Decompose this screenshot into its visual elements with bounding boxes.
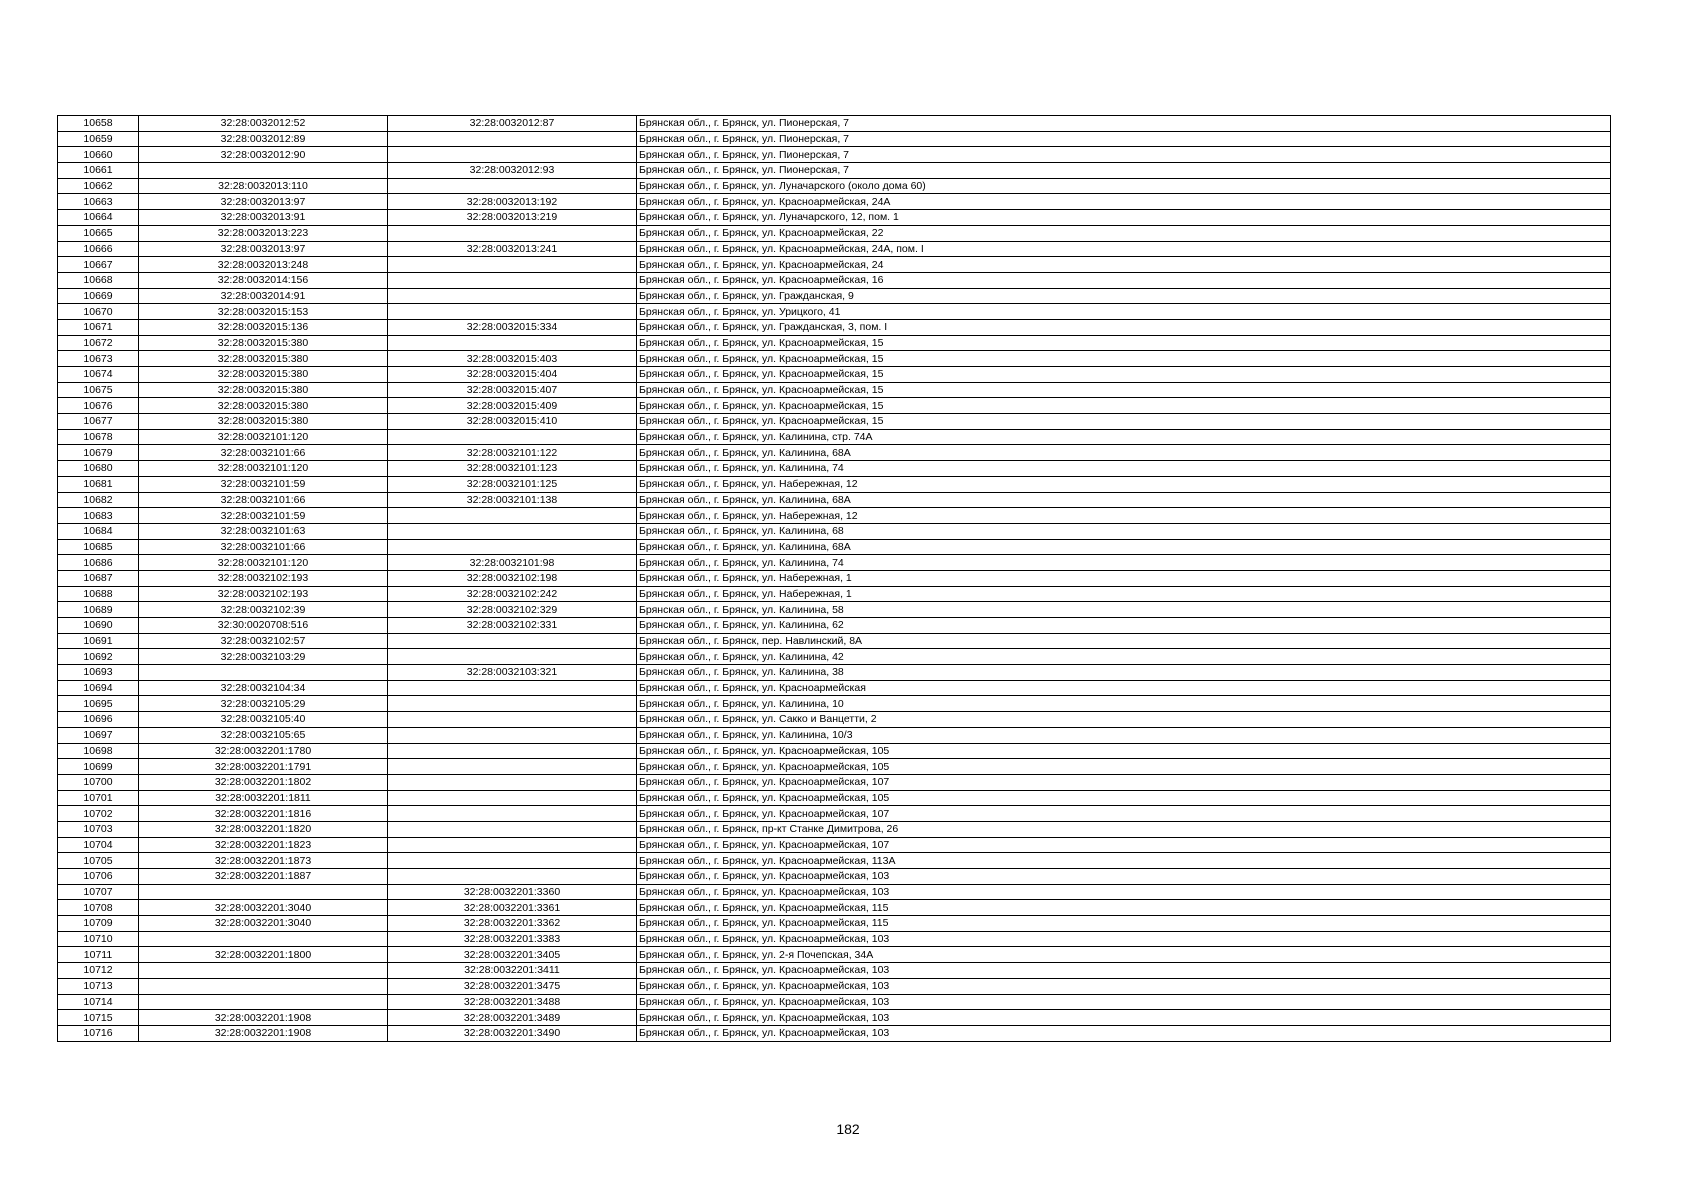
- table-row: [58, 492, 1611, 508]
- row-number-cell: 10668: [58, 272, 139, 288]
- row-number-cell: 10662: [58, 178, 139, 194]
- row-number-cell: 10698: [58, 743, 139, 759]
- table-row: [58, 351, 1611, 367]
- address-cell: Брянская обл., г. Брянск, ул. Калинина, 74: [637, 461, 1611, 477]
- related-cadastral-number-cell: [388, 508, 637, 524]
- address-cell: Брянская обл., г. Брянск, ул. Луначарского, 12, пом. 1: [637, 210, 1611, 226]
- row-number-cell: 10679: [58, 445, 139, 461]
- row-number-cell: 10707: [58, 884, 139, 900]
- row-number-cell: 10699: [58, 759, 139, 775]
- row-number-cell: 10694: [58, 680, 139, 696]
- row-number-cell: 10703: [58, 821, 139, 837]
- cadastral-number-cell: 32:28:0032101:59: [139, 508, 388, 524]
- cadastral-number-cell: 32:28:0032012:90: [139, 147, 388, 163]
- cadastral-number-cell: 32:28:0032013:97: [139, 241, 388, 257]
- address-cell: Брянская обл., г. Брянск, ул. Калинина, 58: [637, 602, 1611, 618]
- related-cadastral-number-cell: [388, 523, 637, 539]
- row-number-cell: 10674: [58, 367, 139, 383]
- address-cell: Брянская обл., г. Брянск, ул. Красноармейская, 105: [637, 743, 1611, 759]
- row-number-cell: 10693: [58, 665, 139, 681]
- cadastral-number-cell: 32:28:0032013:248: [139, 257, 388, 273]
- address-cell: Брянская обл., г. Брянск, ул. Красноармейская, 103: [637, 1010, 1611, 1026]
- table-row: [58, 225, 1611, 241]
- row-number-cell: 10685: [58, 539, 139, 555]
- address-cell: Брянская обл., г. Брянск, ул. Красноармейская, 103: [637, 884, 1611, 900]
- table-row: [58, 241, 1611, 257]
- table-row: [58, 900, 1611, 916]
- cadastral-number-cell: 32:28:0032103:29: [139, 649, 388, 665]
- cadastral-number-cell: 32:28:0032104:34: [139, 680, 388, 696]
- related-cadastral-number-cell: [388, 806, 637, 822]
- address-cell: Брянская обл., г. Брянск, ул. Калинина, 68: [637, 523, 1611, 539]
- table-row: [58, 1010, 1611, 1026]
- related-cadastral-number-cell: 32:28:0032201:3411: [388, 963, 637, 979]
- related-cadastral-number-cell: [388, 131, 637, 147]
- table-row: [58, 131, 1611, 147]
- address-cell: Брянская обл., г. Брянск, ул. Калинина, 38: [637, 665, 1611, 681]
- related-cadastral-number-cell: 32:28:0032013:241: [388, 241, 637, 257]
- related-cadastral-number-cell: [388, 257, 637, 273]
- row-number-cell: 10665: [58, 225, 139, 241]
- table-row: [58, 1025, 1611, 1041]
- related-cadastral-number-cell: [388, 429, 637, 445]
- address-cell: Брянская обл., г. Брянск, ул. Красноармейская, 15: [637, 367, 1611, 383]
- row-number-cell: 10676: [58, 398, 139, 414]
- related-cadastral-number-cell: 32:28:0032101:125: [388, 476, 637, 492]
- cadastral-number-cell: 32:28:0032201:1908: [139, 1025, 388, 1041]
- related-cadastral-number-cell: [388, 288, 637, 304]
- address-cell: Брянская обл., г. Брянск, ул. Калинина, стр. 74А: [637, 429, 1611, 445]
- address-cell: Брянская обл., г. Брянск, ул. Красноармейская, 103: [637, 994, 1611, 1010]
- related-cadastral-number-cell: [388, 774, 637, 790]
- row-number-cell: 10667: [58, 257, 139, 273]
- address-cell: Брянская обл., г. Брянск, ул. Луначарского (около дома 60): [637, 178, 1611, 194]
- table-row: [58, 194, 1611, 210]
- cadastral-number-cell: 32:28:0032012:52: [139, 116, 388, 132]
- table-row: [58, 884, 1611, 900]
- row-number-cell: 10659: [58, 131, 139, 147]
- address-cell: Брянская обл., г. Брянск, ул. Пионерская, 7: [637, 147, 1611, 163]
- table-row: [58, 931, 1611, 947]
- address-cell: Брянская обл., г. Брянск, ул. Калинина, 10/3: [637, 727, 1611, 743]
- related-cadastral-number-cell: 32:28:0032015:407: [388, 382, 637, 398]
- address-cell: Брянская обл., г. Брянск, ул. Калинина, 62: [637, 618, 1611, 634]
- related-cadastral-number-cell: 32:28:0032102:331: [388, 618, 637, 634]
- row-number-cell: 10700: [58, 774, 139, 790]
- address-cell: Брянская обл., г. Брянск, пр-кт Станке Димитрова, 26: [637, 821, 1611, 837]
- table-row: [58, 147, 1611, 163]
- related-cadastral-number-cell: 32:28:0032012:93: [388, 163, 637, 179]
- table-row: [58, 555, 1611, 571]
- table-row: [58, 523, 1611, 539]
- related-cadastral-number-cell: [388, 821, 637, 837]
- related-cadastral-number-cell: [388, 680, 637, 696]
- table-row: [58, 602, 1611, 618]
- address-cell: Брянская обл., г. Брянск, ул. Красноармейская, 107: [637, 774, 1611, 790]
- row-number-cell: 10702: [58, 806, 139, 822]
- row-number-cell: 10704: [58, 837, 139, 853]
- address-cell: Брянская обл., г. Брянск, ул. Набережная, 1: [637, 570, 1611, 586]
- cadastral-number-cell: [139, 994, 388, 1010]
- table-row: [58, 304, 1611, 320]
- address-cell: Брянская обл., г. Брянск, ул. Красноармейская, 24А, пом. I: [637, 241, 1611, 257]
- table-row: [58, 978, 1611, 994]
- cadastral-number-cell: 32:28:0032015:380: [139, 367, 388, 383]
- table-row: [58, 461, 1611, 477]
- table-row: [58, 806, 1611, 822]
- table-row: [58, 947, 1611, 963]
- related-cadastral-number-cell: [388, 869, 637, 885]
- cadastral-number-cell: 32:28:0032201:1791: [139, 759, 388, 775]
- row-number-cell: 10697: [58, 727, 139, 743]
- cadastral-number-cell: 32:28:0032201:1873: [139, 853, 388, 869]
- table-row: [58, 163, 1611, 179]
- related-cadastral-number-cell: 32:28:0032201:3490: [388, 1025, 637, 1041]
- row-number-cell: 10692: [58, 649, 139, 665]
- cadastral-number-cell: 32:28:0032101:59: [139, 476, 388, 492]
- related-cadastral-number-cell: 32:28:0032015:334: [388, 319, 637, 335]
- row-number-cell: 10687: [58, 570, 139, 586]
- address-cell: Брянская обл., г. Брянск, ул. Гражданская, 9: [637, 288, 1611, 304]
- related-cadastral-number-cell: [388, 539, 637, 555]
- table-row: [58, 774, 1611, 790]
- row-number-cell: 10712: [58, 963, 139, 979]
- related-cadastral-number-cell: 32:28:0032201:3360: [388, 884, 637, 900]
- table-row: [58, 994, 1611, 1010]
- row-number-cell: 10673: [58, 351, 139, 367]
- row-number-cell: 10695: [58, 696, 139, 712]
- cadastral-number-cell: [139, 931, 388, 947]
- row-number-cell: 10696: [58, 712, 139, 728]
- cadastral-number-cell: 32:28:0032014:156: [139, 272, 388, 288]
- related-cadastral-number-cell: 32:28:0032101:98: [388, 555, 637, 571]
- row-number-cell: 10682: [58, 492, 139, 508]
- address-cell: Брянская обл., г. Брянск, ул. Красноармейская, 15: [637, 382, 1611, 398]
- related-cadastral-number-cell: [388, 837, 637, 853]
- row-number-cell: 10671: [58, 319, 139, 335]
- address-cell: Брянская обл., г. Брянск, ул. Красноармейская, 15: [637, 398, 1611, 414]
- address-cell: Брянская обл., г. Брянск, ул. Красноармейская, 24А: [637, 194, 1611, 210]
- related-cadastral-number-cell: [388, 790, 637, 806]
- cadastral-number-cell: 32:28:0032105:65: [139, 727, 388, 743]
- cadastral-number-cell: 32:28:0032013:223: [139, 225, 388, 241]
- row-number-cell: 10683: [58, 508, 139, 524]
- address-cell: Брянская обл., г. Брянск, ул. Урицкого, 41: [637, 304, 1611, 320]
- cadastral-number-cell: 32:28:0032013:97: [139, 194, 388, 210]
- row-number-cell: 10669: [58, 288, 139, 304]
- address-cell: Брянская обл., г. Брянск, ул. Набережная, 1: [637, 586, 1611, 602]
- related-cadastral-number-cell: [388, 304, 637, 320]
- row-number-cell: 10689: [58, 602, 139, 618]
- address-cell: Брянская обл., г. Брянск, ул. Калинина, 42: [637, 649, 1611, 665]
- cadastral-number-cell: 32:28:0032012:89: [139, 131, 388, 147]
- row-number-cell: 10677: [58, 414, 139, 430]
- cadastral-number-cell: [139, 665, 388, 681]
- cadastral-number-cell: 32:28:0032014:91: [139, 288, 388, 304]
- cadastral-number-cell: [139, 963, 388, 979]
- table-row: [58, 319, 1611, 335]
- address-cell: Брянская обл., г. Брянск, ул. Пионерская, 7: [637, 163, 1611, 179]
- table-row: [58, 178, 1611, 194]
- table-row: [58, 712, 1611, 728]
- cadastral-number-cell: 32:28:0032102:57: [139, 633, 388, 649]
- table-row: [58, 821, 1611, 837]
- cadastral-number-cell: 32:28:0032201:1802: [139, 774, 388, 790]
- address-cell: Брянская обл., г. Брянск, ул. Сакко и Ванцетти, 2: [637, 712, 1611, 728]
- cadastral-number-cell: 32:28:0032015:380: [139, 414, 388, 430]
- related-cadastral-number-cell: 32:28:0032015:410: [388, 414, 637, 430]
- table-row: [58, 665, 1611, 681]
- address-cell: Брянская обл., г. Брянск, ул. 2-я Почепская, 34А: [637, 947, 1611, 963]
- address-cell: Брянская обл., г. Брянск, пер. Навлинский, 8А: [637, 633, 1611, 649]
- related-cadastral-number-cell: 32:28:0032201:3489: [388, 1010, 637, 1026]
- cadastral-number-cell: 32:28:0032105:29: [139, 696, 388, 712]
- address-cell: Брянская обл., г. Брянск, ул. Калинина, 10: [637, 696, 1611, 712]
- row-number-cell: 10701: [58, 790, 139, 806]
- related-cadastral-number-cell: [388, 335, 637, 351]
- row-number-cell: 10660: [58, 147, 139, 163]
- registry-table-body: [58, 116, 1611, 1042]
- row-number-cell: 10710: [58, 931, 139, 947]
- address-cell: Брянская обл., г. Брянск, ул. Красноармейская, 103: [637, 931, 1611, 947]
- row-number-cell: 10675: [58, 382, 139, 398]
- address-cell: Брянская обл., г. Брянск, ул. Красноармейская, 15: [637, 351, 1611, 367]
- table-row: [58, 476, 1611, 492]
- related-cadastral-number-cell: 32:28:0032013:219: [388, 210, 637, 226]
- table-row: [58, 649, 1611, 665]
- cadastral-number-cell: 32:28:0032015:380: [139, 382, 388, 398]
- related-cadastral-number-cell: [388, 696, 637, 712]
- cadastral-number-cell: 32:28:0032105:40: [139, 712, 388, 728]
- cadastral-number-cell: 32:28:0032201:1820: [139, 821, 388, 837]
- cadastral-number-cell: [139, 978, 388, 994]
- address-cell: Брянская обл., г. Брянск, ул. Красноармейская, 24: [637, 257, 1611, 273]
- cadastral-number-cell: 32:28:0032201:1811: [139, 790, 388, 806]
- address-cell: Брянская обл., г. Брянск, ул. Красноармейская, 103: [637, 978, 1611, 994]
- related-cadastral-number-cell: [388, 649, 637, 665]
- cadastral-number-cell: 32:28:0032102:39: [139, 602, 388, 618]
- table-row: [58, 445, 1611, 461]
- row-number-cell: 10658: [58, 116, 139, 132]
- table-row: [58, 853, 1611, 869]
- address-cell: Брянская обл., г. Брянск, ул. Красноармейская, 107: [637, 837, 1611, 853]
- related-cadastral-number-cell: [388, 853, 637, 869]
- address-cell: Брянская обл., г. Брянск, ул. Красноармейская, 15: [637, 335, 1611, 351]
- cadastral-number-cell: 32:28:0032015:153: [139, 304, 388, 320]
- address-cell: Брянская обл., г. Брянск, ул. Красноармейская, 103: [637, 869, 1611, 885]
- related-cadastral-number-cell: 32:28:0032101:122: [388, 445, 637, 461]
- address-cell: Брянская обл., г. Брянск, ул. Красноармейская, 103: [637, 1025, 1611, 1041]
- table-row: [58, 759, 1611, 775]
- related-cadastral-number-cell: 32:28:0032101:123: [388, 461, 637, 477]
- address-cell: Брянская обл., г. Брянск, ул. Набережная, 12: [637, 476, 1611, 492]
- address-cell: Брянская обл., г. Брянск, ул. Красноармейская, 16: [637, 272, 1611, 288]
- table-row: [58, 367, 1611, 383]
- table-row: [58, 398, 1611, 414]
- address-cell: Брянская обл., г. Брянск, ул. Красноармейская: [637, 680, 1611, 696]
- row-number-cell: 10715: [58, 1010, 139, 1026]
- address-cell: Брянская обл., г. Брянск, ул. Калинина, 68А: [637, 539, 1611, 555]
- row-number-cell: 10708: [58, 900, 139, 916]
- cadastral-number-cell: 32:28:0032201:3040: [139, 916, 388, 932]
- table-row: [58, 633, 1611, 649]
- table-row: [58, 680, 1611, 696]
- cadastral-number-cell: 32:28:0032015:380: [139, 351, 388, 367]
- address-cell: Брянская обл., г. Брянск, ул. Красноармейская, 115: [637, 916, 1611, 932]
- related-cadastral-number-cell: 32:28:0032102:329: [388, 602, 637, 618]
- address-cell: Брянская обл., г. Брянск, ул. Калинина, 68А: [637, 445, 1611, 461]
- table-row: [58, 916, 1611, 932]
- table-row: [58, 272, 1611, 288]
- related-cadastral-number-cell: [388, 178, 637, 194]
- related-cadastral-number-cell: 32:28:0032101:138: [388, 492, 637, 508]
- address-cell: Брянская обл., г. Брянск, ул. Калинина, 74: [637, 555, 1611, 571]
- related-cadastral-number-cell: 32:28:0032201:3405: [388, 947, 637, 963]
- table-row: [58, 696, 1611, 712]
- row-number-cell: 10680: [58, 461, 139, 477]
- table-row: [58, 727, 1611, 743]
- cadastral-number-cell: 32:28:0032201:1800: [139, 947, 388, 963]
- cadastral-number-cell: 32:28:0032015:380: [139, 335, 388, 351]
- table-row: [58, 210, 1611, 226]
- address-cell: Брянская обл., г. Брянск, ул. Красноармейская, 107: [637, 806, 1611, 822]
- cadastral-number-cell: 32:28:0032101:66: [139, 445, 388, 461]
- table-row: [58, 257, 1611, 273]
- related-cadastral-number-cell: [388, 272, 637, 288]
- cadastral-number-cell: 32:28:0032013:91: [139, 210, 388, 226]
- cadastral-number-cell: 32:28:0032015:136: [139, 319, 388, 335]
- cadastral-number-cell: 32:28:0032101:66: [139, 492, 388, 508]
- row-number-cell: 10663: [58, 194, 139, 210]
- page-number: 182: [836, 1121, 860, 1137]
- table-row: [58, 539, 1611, 555]
- address-cell: Брянская обл., г. Брянск, ул. Пионерская, 7: [637, 116, 1611, 132]
- row-number-cell: 10681: [58, 476, 139, 492]
- cadastral-number-cell: 32:28:0032101:66: [139, 539, 388, 555]
- related-cadastral-number-cell: [388, 712, 637, 728]
- related-cadastral-number-cell: [388, 743, 637, 759]
- address-cell: Брянская обл., г. Брянск, ул. Гражданская, 3, пом. I: [637, 319, 1611, 335]
- row-number-cell: 10686: [58, 555, 139, 571]
- row-number-cell: 10713: [58, 978, 139, 994]
- related-cadastral-number-cell: 32:28:0032103:321: [388, 665, 637, 681]
- address-cell: Брянская обл., г. Брянск, ул. Красноармейская, 105: [637, 759, 1611, 775]
- row-number-cell: 10691: [58, 633, 139, 649]
- address-cell: Брянская обл., г. Брянск, ул. Пионерская, 7: [637, 131, 1611, 147]
- cadastral-number-cell: 32:28:0032101:63: [139, 523, 388, 539]
- row-number-cell: 10706: [58, 869, 139, 885]
- address-cell: Брянская обл., г. Брянск, ул. Красноармейская, 113А: [637, 853, 1611, 869]
- related-cadastral-number-cell: 32:28:0032201:3383: [388, 931, 637, 947]
- row-number-cell: 10678: [58, 429, 139, 445]
- table-row: [58, 116, 1611, 132]
- cadastral-number-cell: 32:30:0020708:516: [139, 618, 388, 634]
- related-cadastral-number-cell: 32:28:0032201:3488: [388, 994, 637, 1010]
- row-number-cell: 10670: [58, 304, 139, 320]
- row-number-cell: 10688: [58, 586, 139, 602]
- related-cadastral-number-cell: 32:28:0032015:403: [388, 351, 637, 367]
- row-number-cell: 10716: [58, 1025, 139, 1041]
- related-cadastral-number-cell: 32:28:0032201:3361: [388, 900, 637, 916]
- table-row: [58, 869, 1611, 885]
- related-cadastral-number-cell: 32:28:0032015:409: [388, 398, 637, 414]
- cadastral-number-cell: 32:28:0032015:380: [139, 398, 388, 414]
- cadastral-number-cell: 32:28:0032201:1780: [139, 743, 388, 759]
- row-number-cell: 10661: [58, 163, 139, 179]
- cadastral-number-cell: 32:28:0032101:120: [139, 555, 388, 571]
- address-cell: Брянская обл., г. Брянск, ул. Набережная, 12: [637, 508, 1611, 524]
- related-cadastral-number-cell: 32:28:0032201:3362: [388, 916, 637, 932]
- address-cell: Брянская обл., г. Брянск, ул. Красноармейская, 105: [637, 790, 1611, 806]
- cadastral-number-cell: [139, 163, 388, 179]
- related-cadastral-number-cell: 32:28:0032013:192: [388, 194, 637, 210]
- address-cell: Брянская обл., г. Брянск, ул. Красноармейская, 115: [637, 900, 1611, 916]
- table-row: [58, 288, 1611, 304]
- address-cell: Брянская обл., г. Брянск, ул. Красноармейская, 15: [637, 414, 1611, 430]
- related-cadastral-number-cell: [388, 633, 637, 649]
- row-number-cell: 10690: [58, 618, 139, 634]
- cadastral-number-cell: 32:28:0032201:3040: [139, 900, 388, 916]
- table-row: [58, 743, 1611, 759]
- related-cadastral-number-cell: [388, 147, 637, 163]
- related-cadastral-number-cell: 32:28:0032201:3475: [388, 978, 637, 994]
- cadastral-number-cell: [139, 884, 388, 900]
- related-cadastral-number-cell: [388, 759, 637, 775]
- row-number-cell: 10684: [58, 523, 139, 539]
- row-number-cell: 10711: [58, 947, 139, 963]
- table-row: [58, 570, 1611, 586]
- related-cadastral-number-cell: [388, 727, 637, 743]
- related-cadastral-number-cell: 32:28:0032015:404: [388, 367, 637, 383]
- related-cadastral-number-cell: 32:28:0032102:242: [388, 586, 637, 602]
- table-row: [58, 382, 1611, 398]
- table-row: [58, 335, 1611, 351]
- table-row: [58, 508, 1611, 524]
- row-number-cell: 10709: [58, 916, 139, 932]
- address-cell: Брянская обл., г. Брянск, ул. Калинина, 68А: [637, 492, 1611, 508]
- cadastral-number-cell: 32:28:0032201:1908: [139, 1010, 388, 1026]
- cadastral-number-cell: 32:28:0032013:110: [139, 178, 388, 194]
- cadastral-number-cell: 32:28:0032201:1887: [139, 869, 388, 885]
- cadastral-number-cell: 32:28:0032101:120: [139, 429, 388, 445]
- row-number-cell: 10664: [58, 210, 139, 226]
- row-number-cell: 10714: [58, 994, 139, 1010]
- table-row: [58, 586, 1611, 602]
- table-row: [58, 837, 1611, 853]
- registry-table: [57, 115, 1611, 1042]
- related-cadastral-number-cell: [388, 225, 637, 241]
- table-row: [58, 618, 1611, 634]
- related-cadastral-number-cell: 32:28:0032012:87: [388, 116, 637, 132]
- table-row: [58, 414, 1611, 430]
- table-row: [58, 963, 1611, 979]
- row-number-cell: 10672: [58, 335, 139, 351]
- row-number-cell: 10666: [58, 241, 139, 257]
- cadastral-number-cell: 32:28:0032201:1823: [139, 837, 388, 853]
- cadastral-number-cell: 32:28:0032102:193: [139, 570, 388, 586]
- table-row: [58, 429, 1611, 445]
- cadastral-number-cell: 32:28:0032201:1816: [139, 806, 388, 822]
- cadastral-number-cell: 32:28:0032102:193: [139, 586, 388, 602]
- address-cell: Брянская обл., г. Брянск, ул. Красноармейская, 103: [637, 963, 1611, 979]
- cadastral-number-cell: 32:28:0032101:120: [139, 461, 388, 477]
- row-number-cell: 10705: [58, 853, 139, 869]
- table-row: [58, 790, 1611, 806]
- related-cadastral-number-cell: 32:28:0032102:198: [388, 570, 637, 586]
- address-cell: Брянская обл., г. Брянск, ул. Красноармейская, 22: [637, 225, 1611, 241]
